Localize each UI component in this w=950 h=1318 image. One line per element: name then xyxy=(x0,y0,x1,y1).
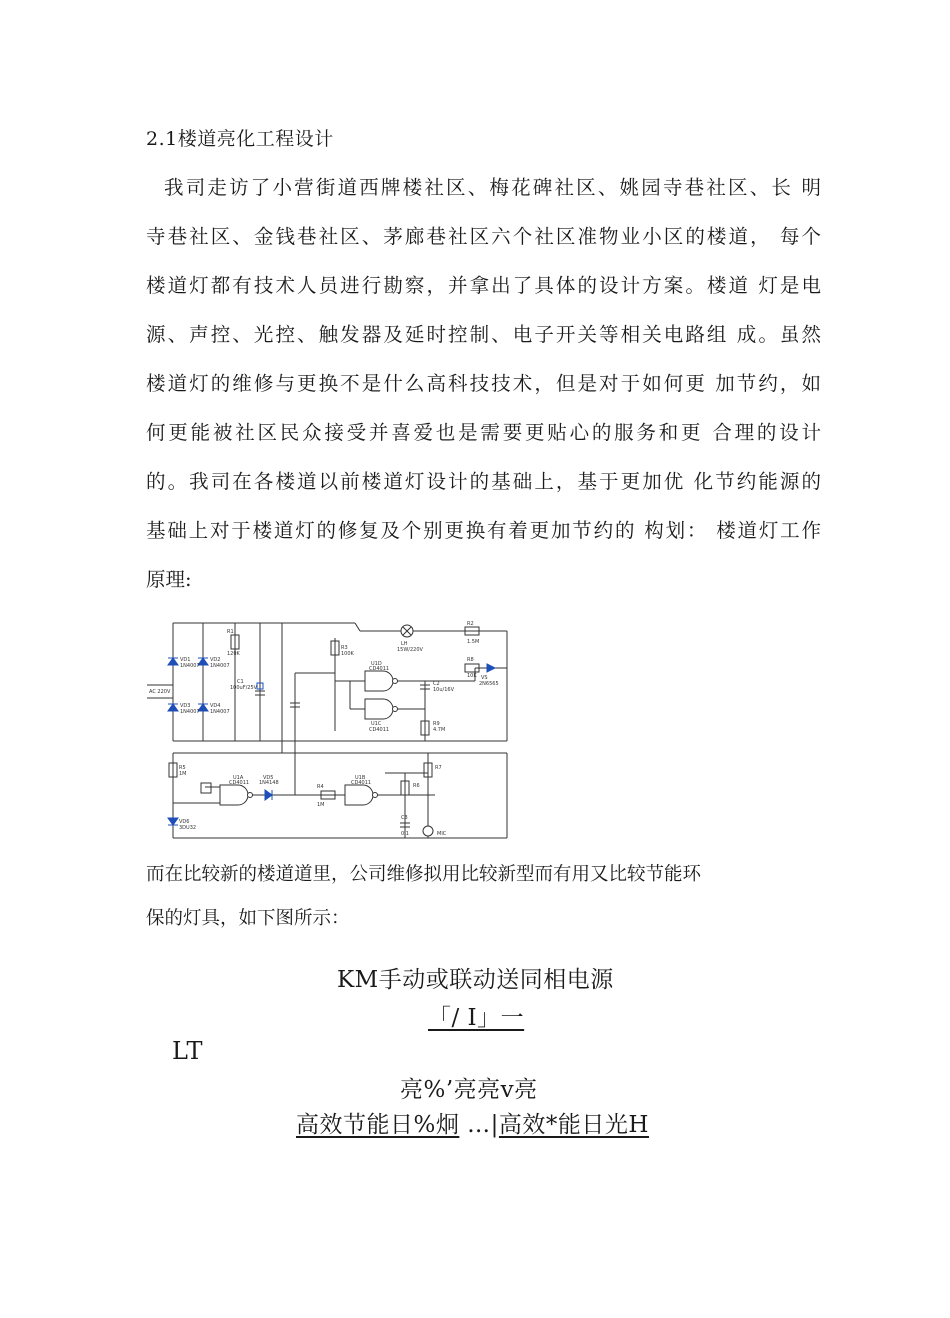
paragraph-line: 何更能被社区民众接受并喜爱也是需要更贴心的服务和更 合理的设计 xyxy=(146,421,821,444)
fixture-left: 高效节能日%炯 xyxy=(296,1112,460,1138)
vd5-part: 1N4148 xyxy=(259,780,279,786)
r2-value: 1.5M xyxy=(467,639,480,645)
c1-value: 100uF/25V xyxy=(230,685,258,691)
vd3-label: VD3 xyxy=(180,703,191,709)
c3-value: 0.1 xyxy=(401,831,409,837)
r6-label: R6 xyxy=(413,783,420,789)
paragraph-line: 而在比较新的楼道道里，公司维修拟用比较新型而有用又比较节能环 xyxy=(146,864,702,885)
paragraph-line: 源、声控、光控、触发器及延时控制、电子开关等相关电路组 成。虽然 xyxy=(146,323,821,346)
circuit-schematic xyxy=(145,613,517,843)
paragraph-line: 楼道灯的维修与更换不是什么高科技技术，但是对于如何更 加节约，如 xyxy=(146,372,821,395)
paragraph-line: 我司走访了小营街道西牌楼社区、梅花碑社区、姚园寺巷社区、长 明 xyxy=(164,176,821,199)
c2-label: C2 xyxy=(433,681,440,687)
paragraph-line: 的。我司在各楼道以前楼道灯设计的基础上，基于更加优 化节约能源的 xyxy=(146,470,821,493)
r3-value: 100K xyxy=(341,651,354,657)
vs-label: VS xyxy=(481,675,488,681)
r9-value: 4.7M xyxy=(433,727,446,733)
diagram-line-lamps: 亮%’亮亮v亮 xyxy=(400,1077,538,1103)
mic-label: MIC xyxy=(437,831,447,837)
r2-label: R2 xyxy=(467,621,474,627)
diagram-line-lt: LT xyxy=(172,1037,203,1065)
u1b-part: CD4011 xyxy=(351,780,372,786)
vd2-part: 1N4007 xyxy=(210,663,230,669)
diagram-line-power: KM手动或联动送同相电源 xyxy=(337,967,614,993)
r5-value: 1M xyxy=(179,771,187,777)
u1d-part: CD4011 xyxy=(369,666,390,672)
vd2-label: VD2 xyxy=(210,657,221,663)
paragraph-line: 基础上对于楼道灯的修复及个别更换有着更加节约的 构划： 楼道灯工作 xyxy=(146,519,821,542)
fixture-separator: …| xyxy=(459,1112,499,1138)
r3-label: R3 xyxy=(341,645,348,651)
vd1-label: VD1 xyxy=(180,657,191,663)
u1a-label: U1A xyxy=(233,775,244,781)
vd5-label: VD5 xyxy=(263,775,274,781)
section-heading: 2.1楼道亮化工程设计 xyxy=(146,128,334,150)
r7-label: R7 xyxy=(435,765,442,771)
r8-value: 10K xyxy=(467,673,477,679)
r4-label: R4 xyxy=(317,784,324,790)
after-figure-paragraph xyxy=(146,860,786,948)
body-paragraph xyxy=(146,170,821,611)
c1-label: C1 xyxy=(237,679,244,685)
u1c-label: U1C xyxy=(371,721,382,727)
u1d-label: U1D xyxy=(371,661,382,667)
vs-part: 2N6565 xyxy=(479,681,499,687)
c2-value: 10u/16V xyxy=(433,687,454,693)
r4-value: 1M xyxy=(317,802,325,808)
paragraph-line: 保的灯具，如下图所示： xyxy=(146,908,350,929)
vd6-part: 3DU32 xyxy=(179,825,197,831)
lamp-value: 15W/220V xyxy=(397,647,423,653)
vd6-label: VD6 xyxy=(179,819,190,825)
u1b-label: U1B xyxy=(355,775,366,781)
c3-label: C3 xyxy=(401,815,408,821)
paragraph-line: 原理: xyxy=(146,568,192,591)
r9-label: R9 xyxy=(433,721,440,727)
vd4-label: VD4 xyxy=(210,703,221,709)
fixture-right: 高效*能日光H xyxy=(498,1112,649,1138)
diagram-line-bracket: 「/ I」一 xyxy=(428,1005,525,1031)
r1-label: R1 xyxy=(227,629,234,635)
paragraph-line: 寺巷社区、金钱巷社区、茅廊巷社区六个社区准物业小区的楼道， 每个 xyxy=(146,225,821,248)
vd4-part: 1N4007 xyxy=(210,709,230,715)
vd3-part: 1N4007 xyxy=(180,709,200,715)
ac-label: AC 220V xyxy=(149,689,171,695)
diagram-line-fixtures xyxy=(296,1106,649,1139)
r1-value: 120K xyxy=(227,651,240,657)
u1c-part: CD4011 xyxy=(369,727,390,733)
paragraph-line: 楼道灯都有技术人员进行勘察，并拿出了具体的设计方案。楼道 灯是电 xyxy=(146,274,821,297)
r8-label: R8 xyxy=(467,657,474,663)
lamp-label: LH xyxy=(401,641,408,647)
u1a-part: CD4011 xyxy=(229,780,250,786)
vd1-part: 1N4007 xyxy=(180,663,200,669)
r5-label: R5 xyxy=(179,765,186,771)
